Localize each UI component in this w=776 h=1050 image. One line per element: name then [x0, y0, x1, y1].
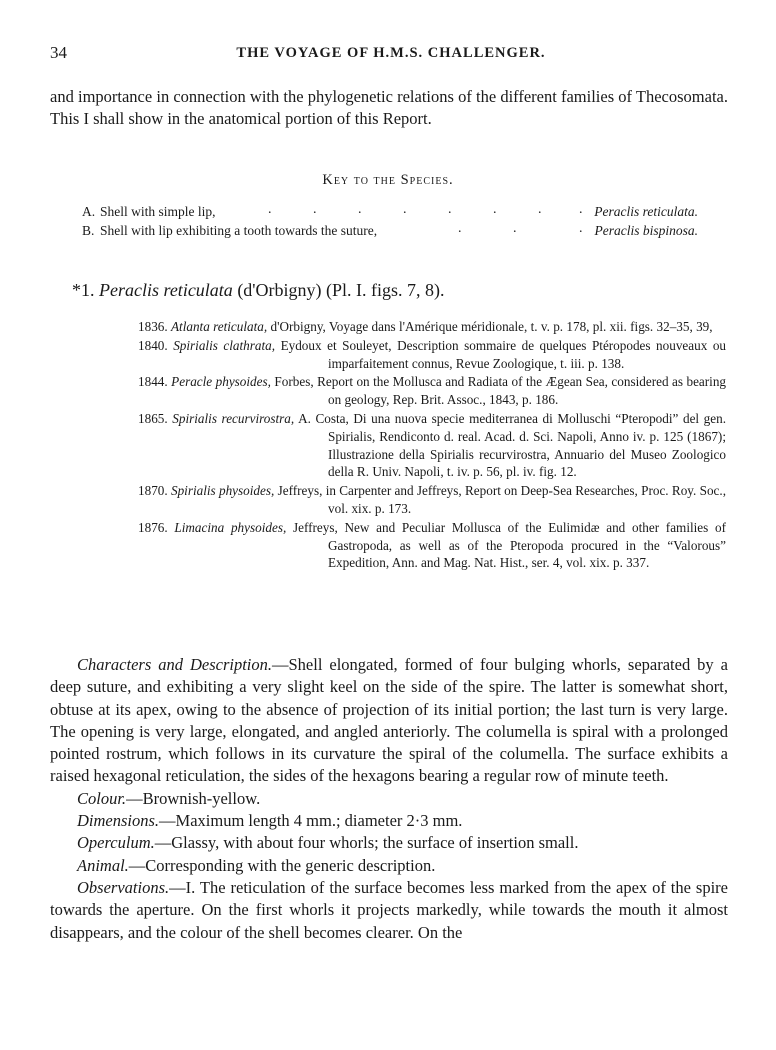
key-text: Shell with simple lip, [100, 204, 216, 219]
dimensions-label: Dimensions. [77, 811, 160, 831]
synonymy-reference: A. Costa, Di una nuova specie mediterranea di Molluschi “Pteropodi” del gen. Spirialis, Rendiconto d. real. Acad. d. Sci. Napoli, Anno iv. p. 125 (1867); Illustrazione della Spirialis recurvirostra, Annuario del Museo Zoologico della R. Univ. Napoli, t. iv. p. 56, pl. iv. fig. 12. [298, 410, 726, 480]
characters-text: —Shell elongated, formed of four bulging whorls, separated by a deep suture, and exhibiting a very slight keel on the side of the spire. The latter is somewhat short, obtuse at its apex, owing to the absence of projection of its initial portion; the last turn is very large. The opening is very large, elongated, and angled anteriorly. The columella is spiral with a prolonged pointed rostrum, which follows in its curvature the spiral of the columella. The surface exhibits a raised hexagonal reticulation, the sides of the hexagons bearing a regular row of minute teeth. [50, 655, 728, 786]
dimensions-text: —Maximum length 4 mm.; diameter 2·3 mm. [159, 811, 463, 831]
synonymy-reference: Eydoux et Souleyet, Description sommaire de quelques Ptéropodes nouveaux ou imparfaitement connus, Revue Zoologique, t. iii. p. 138. [280, 337, 727, 371]
key-row-b [82, 223, 698, 243]
animal-paragraph [50, 855, 728, 877]
operculum-paragraph [50, 832, 728, 854]
running-title: THE VOYAGE OF H.M.S. CHALLENGER. [236, 45, 546, 61]
species-name: Peraclis reticulata [99, 280, 233, 300]
observations-paragraph [50, 877, 728, 944]
characters-paragraph [50, 654, 728, 788]
synonymy-taxon: Spirialis recurvirostra, [172, 410, 295, 426]
species-author: (d'Orbigny) (Pl. I. figs. 7, 8). [237, 280, 445, 300]
key-letter: B. [82, 223, 95, 238]
synonymy-taxon: Limacina physoides, [174, 519, 287, 535]
page-number: 34 [50, 43, 67, 62]
synonymy-taxon: Spirialis clathrata, [173, 337, 276, 353]
synonymy-entry [138, 482, 726, 518]
page-header [50, 43, 732, 65]
synonymy-year: 1870. [138, 483, 168, 499]
synonymy-entry [138, 410, 726, 481]
synonymy-reference: Jeffreys, New and Peculiar Mollusca of the Eulimidæ and other families of Gastropoda, as well as of the Pteropoda procured in the “Valorous” Expedition, Ann. and Mag. Nat. Hist., ser. 4, vol. xix. p. 337. [293, 519, 727, 571]
colour-paragraph [50, 788, 728, 810]
synonymy-year: 1840. [138, 337, 168, 353]
characters-label: Characters and Description. [77, 655, 272, 674]
species-description [50, 654, 728, 944]
animal-text: —Corresponding with the generic description. [128, 855, 436, 875]
synonymy-reference: Forbes, Report on the Mollusca and Radiata of the Ægean Sea, considered as bearing on geology, Rep. Brit. Assoc., 1843, p. 186. [274, 374, 727, 408]
key-letter: A. [82, 204, 96, 219]
key-leader-dots: . . . . . . . . [268, 202, 583, 217]
synonymy-taxon: Atlanta reticulata, [170, 319, 268, 334]
colour-label: Colour. [77, 788, 127, 808]
colour-text: —Brownish-yellow. [126, 788, 261, 808]
synonymy-year: 1865. [138, 410, 168, 426]
key-leader-dots: . . . [458, 221, 583, 236]
synonymy-list [138, 318, 726, 573]
synonymy-entry [138, 519, 726, 572]
observations-label: Observations. [77, 877, 170, 897]
synonymy-year: 1876. [138, 519, 168, 535]
synonymy-taxon: Spirialis physoides, [170, 483, 275, 499]
synonymy-reference: d'Orbigny, Voyage dans l'Amérique méridionale, t. v. p. 178, pl. xii. figs. 32–35, 39, [270, 319, 713, 334]
operculum-text: —Glassy, with about four whorls; the surface of insertion small. [154, 833, 579, 853]
synonymy-entry [138, 373, 726, 409]
animal-label: Animal. [77, 855, 129, 875]
species-heading [72, 280, 445, 301]
key-species: Peraclis bispinosa. [594, 223, 698, 238]
synonymy-year: 1836. [138, 319, 168, 334]
synonymy-taxon: Peracle physoides, [171, 374, 271, 390]
intro-paragraph [50, 86, 728, 130]
key-title: Key to the Species. [322, 172, 454, 188]
operculum-label: Operculum. [77, 833, 155, 853]
observations-text: —I. The reticulation of the surface becomes less marked from the apex of the spire towards the aperture. On the first whorls it projects markedly, while towards the mouth it almost disappears, and the colour of the shell becomes clearer. On the [50, 877, 728, 942]
key-text: Shell with lip exhibiting a tooth towards the suture, [100, 223, 378, 238]
synonymy-reference: Jeffreys, in Carpenter and Jeffreys, Report on Deep-Sea Researches, Proc. Roy. Soc., vol. xix. p. 173. [277, 483, 727, 516]
synonymy-year: 1844. [138, 374, 168, 390]
intro-text: and importance in connection with the phylogenetic relations of the different families of Thecosomata. This I shall show in the anatomical portion of this Report. [50, 87, 728, 128]
synonymy-entry [138, 318, 726, 336]
species-number: *1. [72, 280, 95, 300]
synonymy-entry [138, 337, 726, 373]
dimensions-paragraph [50, 810, 728, 832]
key-species: Peraclis reticulata. [594, 204, 698, 219]
